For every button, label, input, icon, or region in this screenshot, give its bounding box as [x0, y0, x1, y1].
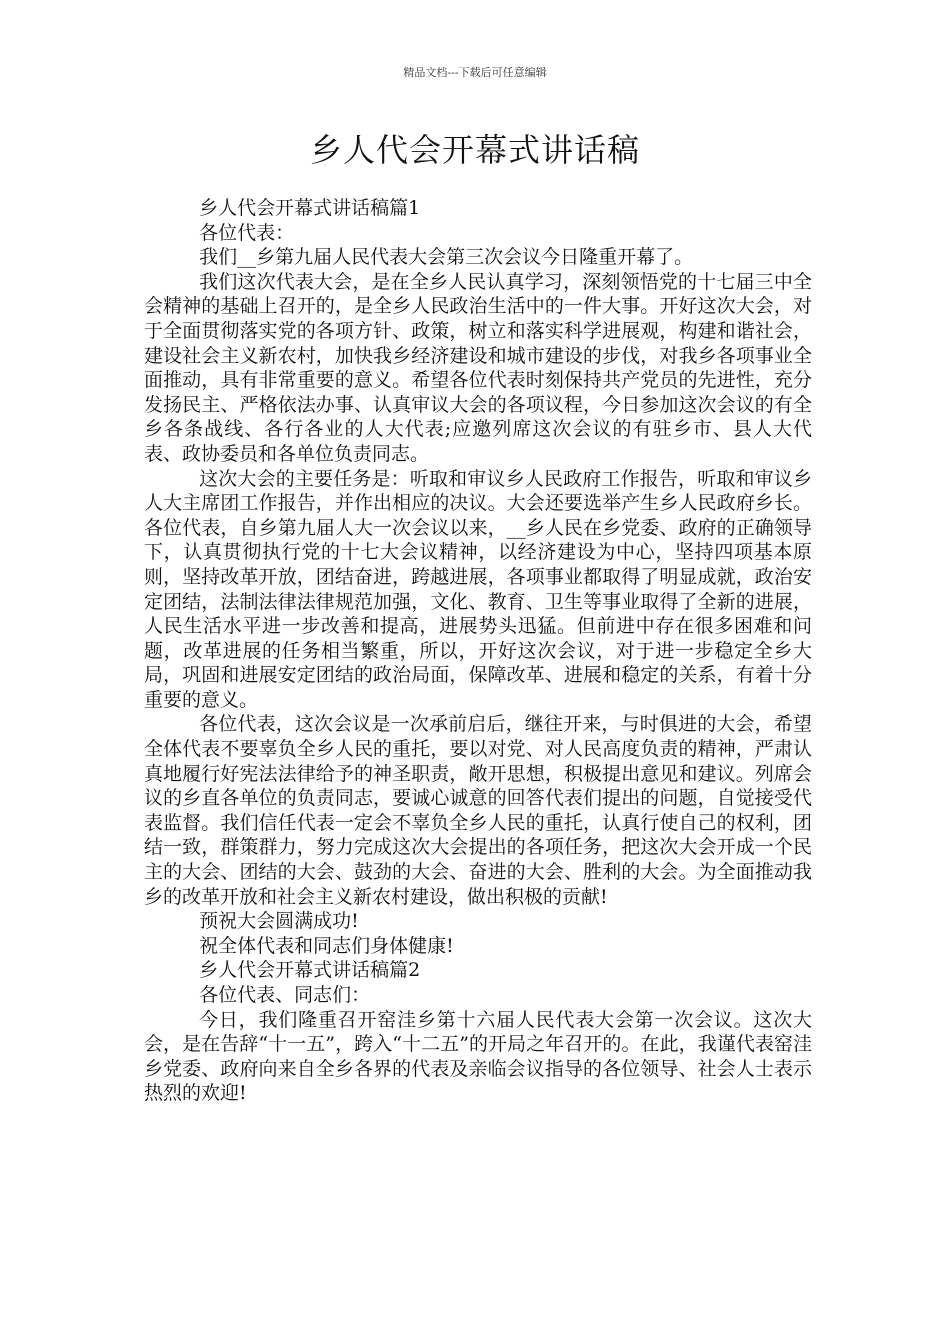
- closing-wish: 预祝大会圆满成功!: [199, 910, 359, 933]
- salutation-2: 各位代表、同志们：: [199, 984, 371, 1006]
- document-title: 乡人代会开幕式讲话稿: [309, 131, 640, 169]
- paragraph: 各位代表，这次会议是一次承前启后，继往开来，与时俱进的大会，希望全体代表不要辜负全乡人民的重托，要以对党、对人民高度负责的精神，严肃认真地履行好宪法法律给予的神圣职责，敞开思想，积极提出意见和建议。列席会议的乡直各单位的负责同志，要诚心诚意的回答代表们提出的问题，自觉接受代表监督。我们信任代表一定会不辜负全乡人民的重托，认真行使自己的权利，团结一致，群策群力，努力完成这次大会提出的各项任务，把这次大会开成一个民主的大会、团结的大会、鼓劲的大会、奋进的大会、胜利的大会。为全面推动我乡的改革开放和社会主义新农村建设，做出积极的贡献!: [144, 713, 812, 908]
- section-heading-2: 乡人代会开幕式讲话稿篇2: [199, 959, 421, 982]
- paragraph: 我们__乡第九届人民代表大会第三次会议今日隆重开幕了。: [199, 246, 694, 269]
- paragraph: 今日，我们隆重召开窑洼乡第十六届人民代表大会第一次会议。这次大会，是在告辞“十一五”，跨入“十二五”的开局之年召开的。在此，我谨代表窑洼乡党委、政府向来自全乡各界的代表及亲临会议指导的各位领导、社会人士表示热烈的欢迎!: [144, 1008, 812, 1105]
- section-heading-1: 乡人代会开幕式讲话稿篇1: [199, 197, 421, 219]
- page-header-note: 精品文档---下载后可任意编辑: [403, 66, 547, 79]
- closing-wish: 祝全体代表和同志们身体健康!: [199, 934, 454, 957]
- salutation-1: 各位代表：: [199, 221, 295, 244]
- document-body: [144, 196, 812, 1106]
- paragraph: 我们这次代表大会，是在全乡人民认真学习，深刻领悟党的十七届三中全会精神的基础上召开的，是全乡人民政治生活中的一件大事。开好这次大会，对于全面贯彻落实党的各项方针、政策，树立和落实科学进展观，构建和谐社会，建设社会主义新农村，加快我乡经济建设和城市建设的步伐，对我乡各项事业全面推动，具有非常重要的意义。希望各位代表时刻保持共产党员的先进性，充分发扬民主、严格依法办事、认真审议大会的各项议程，今日参加这次会议的有全乡各条战线、各行各业的人大代表;应邀列席这次会议的有驻乡市、县人大代表、政协委员和各单位负责同志。: [144, 270, 812, 465]
- paragraph: 这次大会的主要任务是：听取和审议乡人民政府工作报告，听取和审议乡人大主席团工作报告，并作出相应的决议。大会还要选举产生乡人民政府乡长。各位代表，自乡第九届人大一次会议以来，__乡人民在乡党委、政府的正确领导下，认真贯彻执行党的十七大会议精神，以经济建设为中心，坚持四项基本原则，坚持改革开放，团结奋进，跨越进展，各项事业都取得了明显成就，政治安定团结，法制法律法律规范加强，文化、教育、卫生等事业取得了全新的进展，人民生活水平进一步改善和提高，进展势头迅猛。但前进中存在很多困难和问题，改革进展的任务相当繁重，所以，开好这次会议，对于进一步稳定全乡大局，巩固和进展安定团结的政治局面，保障改革、进展和稳定的关系，有着十分重要的意义。: [144, 467, 812, 711]
